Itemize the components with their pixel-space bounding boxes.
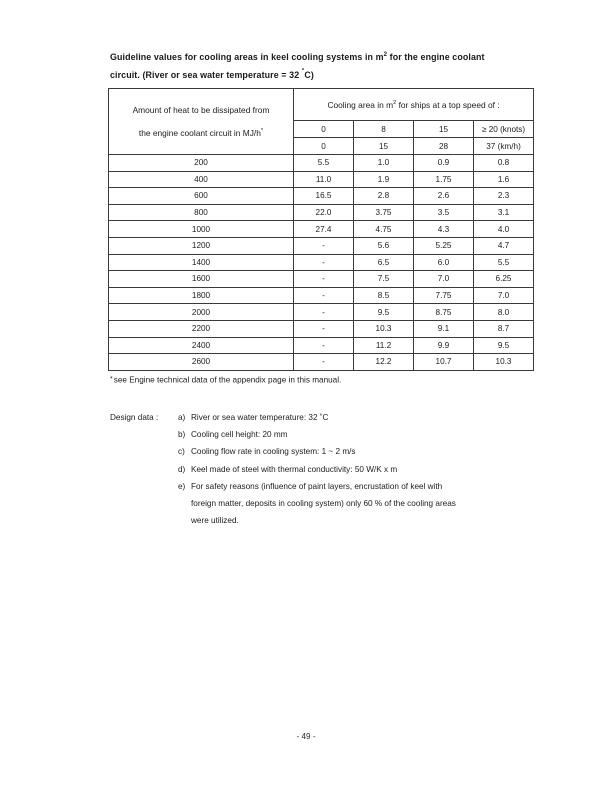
cell-area-1: 4.75 (354, 221, 414, 238)
cell-area-1: 5.6 (354, 237, 414, 254)
footnote-marker-icon: * (260, 127, 264, 134)
table-header-row-main (109, 89, 534, 121)
cell-area-1: 1.9 (354, 171, 414, 188)
cell-heat: 2000 (109, 304, 294, 321)
header-heat-line-2-text: the engine coolant circuit in MJ/h (138, 127, 261, 138)
table-row (109, 304, 534, 321)
cell-area-2: 6.0 (414, 254, 474, 271)
table-row (109, 171, 534, 188)
square-superscript: 2 (383, 52, 388, 59)
table-row (109, 320, 534, 337)
item-marker: c) (178, 447, 185, 457)
cell-area-2: 9.1 (414, 320, 474, 337)
speed-knots-3: ≥ 20 (knots) (474, 121, 534, 138)
speed-kmh-2: 28 (414, 138, 474, 155)
item-text-line-2: foreign matter, deposits in cooling system) only 60 % of the cooling areas (191, 499, 456, 509)
cell-area-0: - (294, 237, 354, 254)
cell-area-0: - (294, 354, 354, 371)
cell-heat: 1800 (109, 287, 294, 304)
cell-area-1: 9.5 (354, 304, 414, 321)
page-title-line-2-text: circuit. (River or sea water temperature = 32 (110, 70, 302, 80)
cell-area-1: 2.8 (354, 188, 414, 205)
cell-area-2: 9.9 (414, 337, 474, 354)
cell-area-2: 10.7 (414, 354, 474, 371)
table-row (109, 155, 534, 172)
cell-heat: 2400 (109, 337, 294, 354)
list-item (110, 461, 540, 478)
cell-area-0: - (294, 320, 354, 337)
cell-area-3: 0.8 (474, 155, 534, 172)
cell-area-1: 8.5 (354, 287, 414, 304)
cell-heat: 1000 (109, 221, 294, 238)
page-title-line-2 (110, 66, 540, 84)
table-row (109, 188, 534, 205)
cell-heat: 2200 (109, 320, 294, 337)
cell-area-1: 3.75 (354, 204, 414, 221)
list-item (110, 409, 540, 426)
item-marker: b) (178, 430, 186, 440)
list-item (110, 478, 540, 530)
design-data-label: Design data : (110, 413, 159, 422)
table-row (109, 254, 534, 271)
header-cell-heat (109, 89, 294, 155)
item-marker: e) (178, 481, 186, 491)
header-cell-cooling-area (294, 89, 534, 121)
cell-area-0: - (294, 271, 354, 288)
page-title-line-1-text: Guideline values for cooling areas in keel cooling systems in m (110, 52, 384, 62)
speed-knots-2: 15 (414, 121, 474, 138)
page-title (110, 48, 540, 84)
cell-area-3: 10.3 (474, 354, 534, 371)
cell-heat: 1400 (109, 254, 294, 271)
list-item (110, 426, 540, 443)
cell-area-0: - (294, 337, 354, 354)
header-heat-line-1: Amount of heat to be dissipated from (132, 104, 270, 115)
cell-area-3: 4.7 (474, 237, 534, 254)
cell-heat: 600 (109, 188, 294, 205)
cell-area-3: 6.25 (474, 271, 534, 288)
item-text: Cooling flow rate in cooling system: 1 ~ 2 m/s (191, 447, 356, 457)
page-number-footer: - 49 - (296, 732, 316, 741)
table-row (109, 204, 534, 221)
cell-area-3: 3.1 (474, 204, 534, 221)
speed-knots-0: 0 (294, 121, 354, 138)
cell-area-2: 2.6 (414, 188, 474, 205)
item-text: Keel made of steel with thermal conductivity: 50 W/K x m (191, 464, 398, 474)
page-title-line-1 (110, 48, 540, 66)
footnote-asterisk-icon: * (110, 376, 113, 383)
table-row (109, 237, 534, 254)
cell-area-2: 5.25 (414, 237, 474, 254)
cell-heat: 800 (109, 204, 294, 221)
cell-area-3: 2.3 (474, 188, 534, 205)
square-superscript: 2 (393, 99, 397, 106)
cooling-area-table (108, 88, 534, 371)
header-area-text-a: Cooling area in m (327, 99, 394, 110)
cell-area-3: 4.0 (474, 221, 534, 238)
cell-area-1: 7.5 (354, 271, 414, 288)
cell-area-2: 1.75 (414, 171, 474, 188)
footnote (110, 373, 341, 387)
table-row (109, 221, 534, 238)
list-item (110, 443, 540, 460)
cell-area-0: 22.0 (294, 204, 354, 221)
cell-area-3: 9.5 (474, 337, 534, 354)
cooling-area-table-container (108, 88, 533, 371)
cell-area-0: 11.0 (294, 171, 354, 188)
page-title-line-2-tail: C) (304, 70, 314, 80)
cell-area-0: - (294, 254, 354, 271)
design-data-block (110, 409, 540, 529)
table-row (109, 337, 534, 354)
cell-area-3: 1.6 (474, 171, 534, 188)
cell-area-3: 8.0 (474, 304, 534, 321)
cell-heat: 400 (109, 171, 294, 188)
header-heat-line-2 (109, 122, 293, 145)
speed-knots-1: 8 (354, 121, 414, 138)
cell-area-1: 10.3 (354, 320, 414, 337)
cell-area-3: 8.7 (474, 320, 534, 337)
cell-area-0: 16.5 (294, 188, 354, 205)
cell-heat: 1600 (109, 271, 294, 288)
item-text: For safety reasons (influence of paint layers, encrustation of keel with (191, 481, 443, 491)
cell-area-1: 11.2 (354, 337, 414, 354)
item-marker: a) (178, 413, 186, 422)
cell-heat: 1200 (109, 237, 294, 254)
cell-area-3: 5.5 (474, 254, 534, 271)
cell-heat: 2600 (109, 354, 294, 371)
item-text: Cooling cell height: 20 mm (191, 430, 288, 440)
cell-area-2: 0.9 (414, 155, 474, 172)
cell-area-2: 7.0 (414, 271, 474, 288)
cell-area-0: 5.5 (294, 155, 354, 172)
page-title-line-1-tail: for the engine coolant (387, 52, 485, 62)
cell-area-0: 27.4 (294, 221, 354, 238)
table-row (109, 287, 534, 304)
cell-area-3: 7.0 (474, 287, 534, 304)
cell-area-2: 8.75 (414, 304, 474, 321)
cell-area-0: - (294, 287, 354, 304)
item-text-line-3: were utilized. (191, 516, 239, 526)
speed-kmh-1: 15 (354, 138, 414, 155)
table-row (109, 271, 534, 288)
design-data-list (110, 409, 540, 529)
cell-area-1: 12.2 (354, 354, 414, 371)
item-text: River or sea water temperature: 32 ˚C (191, 413, 329, 422)
footnote-text: see Engine technical data of the appendix page in this manual. (113, 375, 342, 385)
speed-kmh-3: 37 (km/h) (474, 138, 534, 155)
cell-area-2: 3.5 (414, 204, 474, 221)
cell-area-2: 7.75 (414, 287, 474, 304)
cell-area-1: 6.5 (354, 254, 414, 271)
cell-area-2: 4.3 (414, 221, 474, 238)
header-area-text-b: for ships at a top speed of : (396, 99, 500, 110)
cell-heat: 200 (109, 155, 294, 172)
speed-kmh-0: 0 (294, 138, 354, 155)
degree-symbol: ˚ (301, 67, 305, 77)
item-marker: d) (178, 464, 186, 474)
table-row (109, 354, 534, 371)
cell-area-0: - (294, 304, 354, 321)
cell-area-1: 1.0 (354, 155, 414, 172)
